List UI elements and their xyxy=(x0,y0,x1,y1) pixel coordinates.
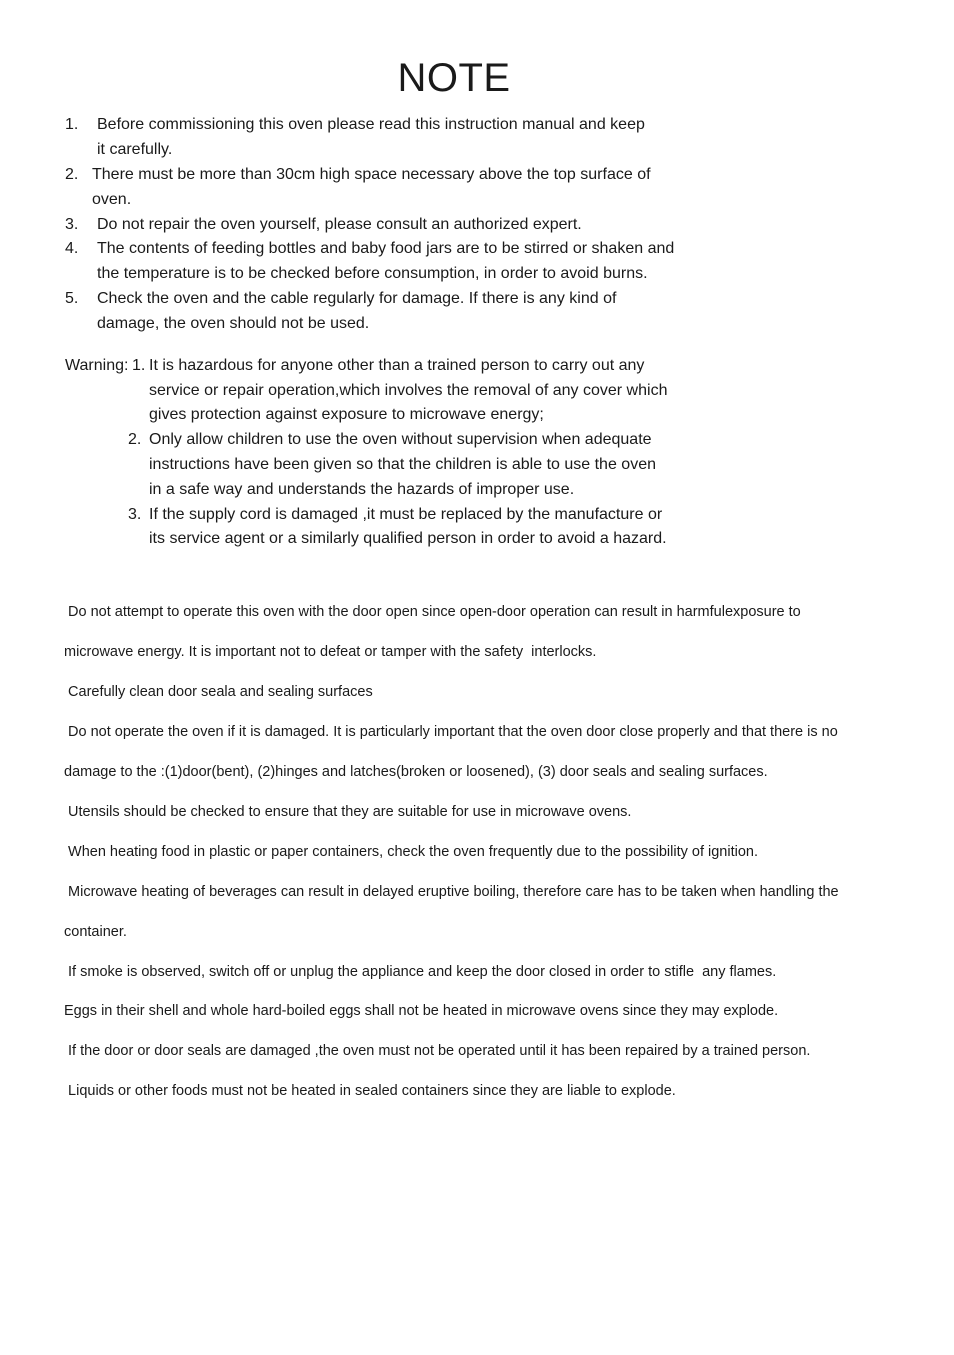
paragraph-line: If the door or door seals are damaged ,the oven must not be operated until it has been repaired by a trained person. xyxy=(64,1043,811,1059)
warning-text: Only allow children to use the oven without supervision when adequate xyxy=(149,431,652,448)
list-number: 1. xyxy=(65,116,79,133)
warning-text: It is hazardous for anyone other than a trained person to carry out any xyxy=(149,357,645,374)
warning-text: in a safe way and understands the hazards of improper use. xyxy=(149,481,575,498)
paragraph-line: Do not attempt to operate this oven with the door open since open-door operation can result in harmfulexposure to xyxy=(64,604,801,620)
warning-text: its service agent or a similarly qualified person in order to avoid a hazard. xyxy=(149,530,667,547)
warning-text: gives protection against exposure to microwave energy; xyxy=(149,406,544,423)
page-title: NOTE xyxy=(397,56,511,100)
warning-number: 2. xyxy=(128,431,142,448)
paragraph-line: Do not operate the oven if it is damaged. It is particularly important that the oven door close properly and that there is no xyxy=(64,724,838,740)
paragraph-line: Microwave heating of beverages can result in delayed eruptive boiling, therefore care has to be taken when handling the xyxy=(64,884,839,900)
warning-text: service or repair operation,which involves the removal of any cover which xyxy=(149,382,668,399)
list-item-text: Check the oven and the cable regularly for damage. If there is any kind of xyxy=(97,290,617,307)
paragraph-line: Eggs in their shell and whole hard-boiled eggs shall not be heated in microwave ovens since they may explode. xyxy=(64,1003,779,1019)
warning-label: Warning: xyxy=(65,357,129,374)
paragraph-line: container. xyxy=(64,924,127,940)
paragraph-line: Utensils should be checked to ensure that they are suitable for use in microwave ovens. xyxy=(64,804,632,820)
list-number: 4. xyxy=(65,240,79,257)
list-item-text: The contents of feeding bottles and baby food jars are to be stirred or shaken and xyxy=(97,240,675,257)
warning-number: 1. xyxy=(132,357,146,374)
list-item-text: damage, the oven should not be used. xyxy=(97,315,370,332)
list-item-text: oven. xyxy=(92,191,132,208)
paragraph-line: Carefully clean door seala and sealing surfaces xyxy=(64,684,373,700)
list-item-text: There must be more than 30cm high space necessary above the top surface of xyxy=(92,166,651,183)
warning-number: 3. xyxy=(128,506,142,523)
list-item-text: Before commissioning this oven please read this instruction manual and keep xyxy=(97,116,645,133)
list-number: 3. xyxy=(65,216,79,233)
warning-text: If the supply cord is damaged ,it must be replaced by the manufacture or xyxy=(149,506,663,523)
list-item-text: Do not repair the oven yourself, please consult an authorized expert. xyxy=(97,216,582,233)
paragraph-line: Liquids or other foods must not be heated in sealed containers since they are liable to explode. xyxy=(64,1083,676,1099)
warning-text: instructions have been given so that the children is able to use the oven xyxy=(149,456,656,473)
paragraph-line: If smoke is observed, switch off or unplug the appliance and keep the door closed in order to stifle any flames. xyxy=(64,964,777,980)
list-item-text: the temperature is to be checked before consumption, in order to avoid burns. xyxy=(97,265,648,282)
list-number: 5. xyxy=(65,290,79,307)
paragraph-line: microwave energy. It is important not to defeat or tamper with the safety interlocks. xyxy=(64,644,597,660)
list-item-text: it carefully. xyxy=(97,141,173,158)
paragraph-line: When heating food in plastic or paper containers, check the oven frequently due to the possibility of ignition. xyxy=(64,844,759,860)
paragraph-line: damage to the :(1)door(bent), (2)hinges and latches(broken or loosened), (3) door seals and sealing surfaces. xyxy=(64,764,768,780)
list-number: 2. xyxy=(65,166,79,183)
